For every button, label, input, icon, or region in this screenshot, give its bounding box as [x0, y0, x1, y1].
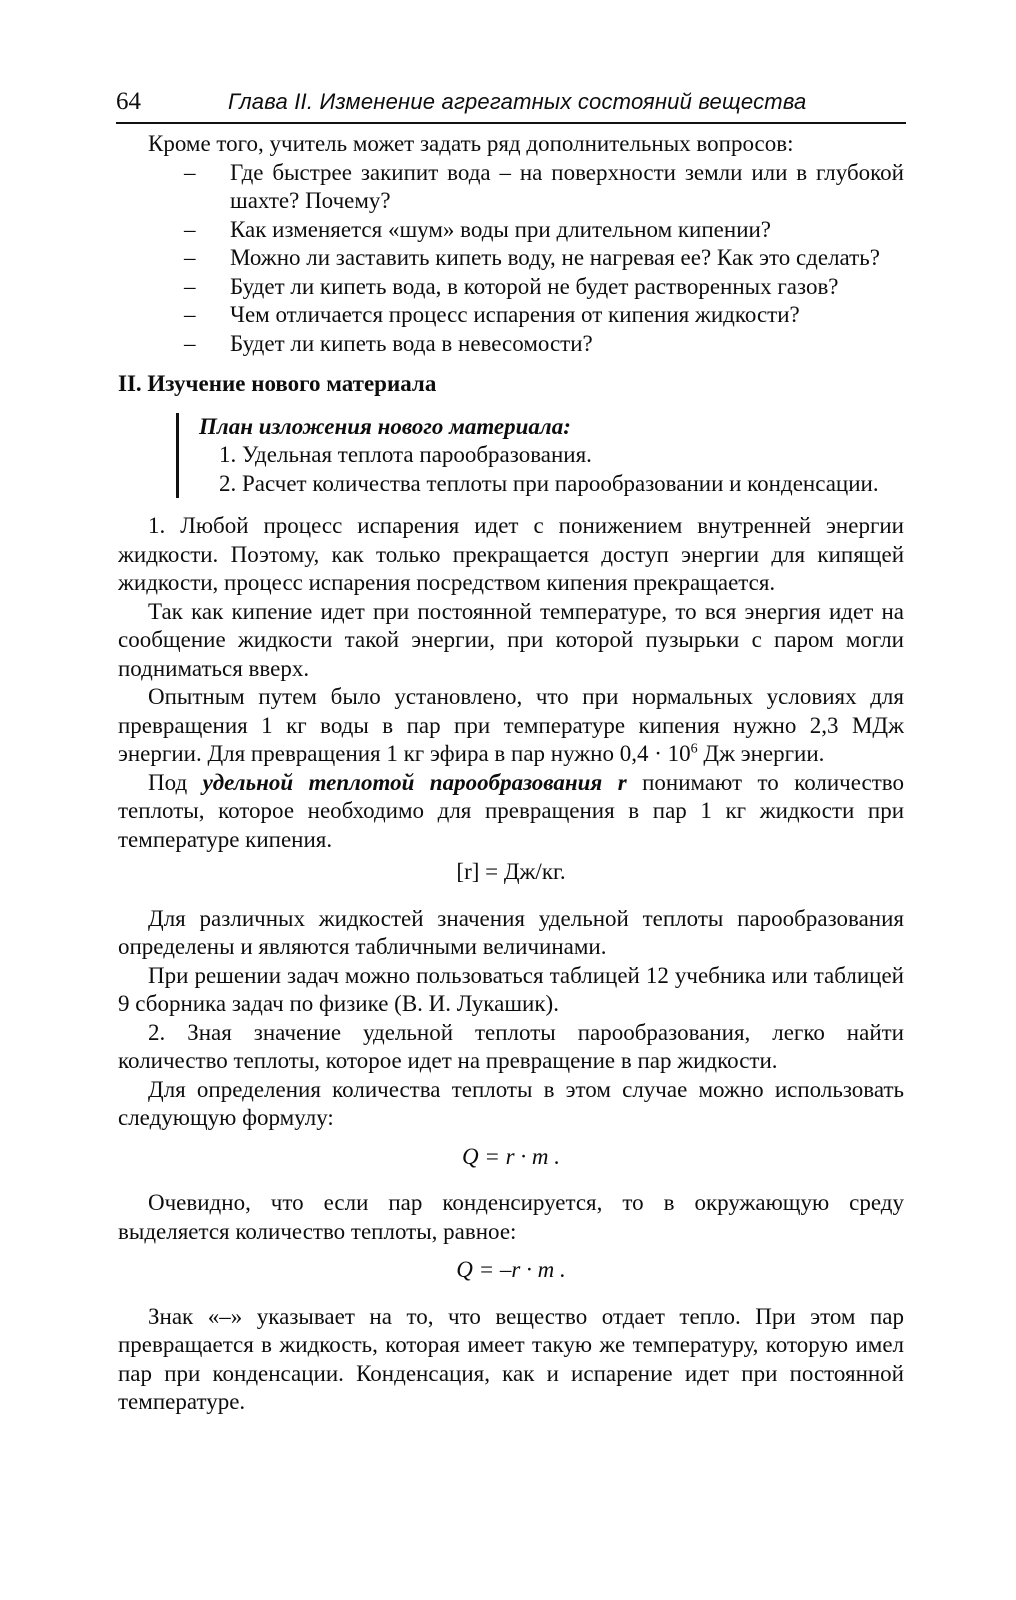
- definition-paragraph: Под удельной теплотой парообразования r понимают то количество теплоты, которое необходимо для превращения в пар 1 кг жидкости при температуре кипения.: [118, 769, 904, 852]
- paragraph: Опытным путем было установлено, что при нормальных условиях для превращения 1 кг воды в пар при температуре кипения нужно 2,3 МДж энергии. Для превращения 1 кг эфира в пар нужно $0,4 \cdot 10^6$ Дж энергии.: [118, 684, 904, 766]
- paragraph: Так как кипение идет при постоянной температуре, то вся энергия идет на сообщение жидкости такой энергии, при которой пузырьки с паром могли подниматься вверх.: [118, 598, 904, 681]
- question-text: Чем отличается процесс испарения от кипения жидкости?: [230, 302, 800, 327]
- formula-heat: Q = r · m .: [462, 1143, 560, 1169]
- exponent: 6: [690, 741, 698, 757]
- paragraph: Знак «–» указывает на то, что вещество отдает тепло. При этом пар превращается в жидкость, которая имеет такую же температуру, которую имел пар при конденсации. Конденсация, как и испарение идет при постоянной температуре.: [118, 1303, 904, 1414]
- section-heading: II. Изучение нового материала: [118, 371, 437, 396]
- formula-condensation: Q = –r · m .: [456, 1257, 566, 1282]
- question-text: Будет ли кипеть вода, в которой не будет растворенных газов?: [230, 273, 839, 299]
- list-item: – Как изменяется «шум» воды при длительном кипении?: [184, 216, 772, 242]
- plan-box: [176, 413, 904, 499]
- paragraph: 1. Любой процесс испарения идет с понижением внутренней энергии жидкости. Поэтому, как только прекращается доступ энергии для кипящей жидкости, процесс испарения посредством кипения прекращается.: [118, 513, 904, 595]
- plan-item: 1. Удельная теплота парообразования.: [219, 442, 592, 467]
- paragraph: 2. Зная значение удельной теплоты парообразования, легко найти количество теплоты, которое идет на превращение в пар жидкости.: [118, 1019, 904, 1073]
- units-formula: [r] = Дж/кг.: [456, 859, 566, 884]
- page-body: [118, 130, 904, 1417]
- intro-paragraph: Кроме того, учитель может задать ряд дополнительных вопросов:: [148, 131, 794, 156]
- question-text: Можно ли заставить кипеть воду, не нагревая ее? Как это сделать?: [230, 245, 880, 270]
- paragraph: Очевидно, что если пар конденсируется, то в окружающую среду выделяется количество теплоты, равное:: [118, 1190, 904, 1244]
- page-number: 64: [116, 88, 141, 115]
- plan-item: 2. Расчет количества теплоты при парообразовании и конденсации.: [219, 470, 879, 496]
- paragraph: Для определения количества теплоты в этом случае можно использовать следующую формулу:: [118, 1076, 904, 1130]
- plan-title: План изложения нового материала:: [199, 413, 571, 439]
- paragraph: Для различных жидкостей значения удельной теплоты парообразования определены и являются табличными величинами.: [118, 905, 904, 959]
- term-symbol: r: [617, 769, 627, 795]
- question-text: Будет ли кипеть вода в невесомости?: [230, 330, 593, 356]
- page-header: [116, 88, 906, 124]
- question-text: Как изменяется «шум» воды при длительном кипении?: [230, 216, 772, 242]
- list-item: – Где быстрее закипит вода – на поверхности земли или в глубокой шахте? Почему?: [184, 159, 904, 213]
- paragraph: При решении задач можно пользоваться таблицей 12 учебника или таблицей 9 сборника задач по физике (В. И. Лукашик).: [118, 962, 904, 1016]
- list-item: – Можно ли заставить кипеть воду, не нагревая ее? Как это сделать?: [184, 245, 880, 270]
- list-item: – Будет ли кипеть вода в невесомости?: [184, 330, 593, 356]
- question-text: Где быстрее закипит вода – на поверхности земли или в глубокой шахте? Почему?: [230, 159, 904, 213]
- list-item: – Чем отличается процесс испарения от кипения жидкости?: [184, 302, 800, 327]
- questions-list: [118, 159, 904, 359]
- defined-term: удельной теплотой парообразования: [202, 769, 603, 795]
- running-title: Глава II. Изменение агрегатных состояний вещества: [228, 89, 807, 114]
- list-item: – Будет ли кипеть вода, в которой не будет растворенных газов?: [184, 273, 839, 299]
